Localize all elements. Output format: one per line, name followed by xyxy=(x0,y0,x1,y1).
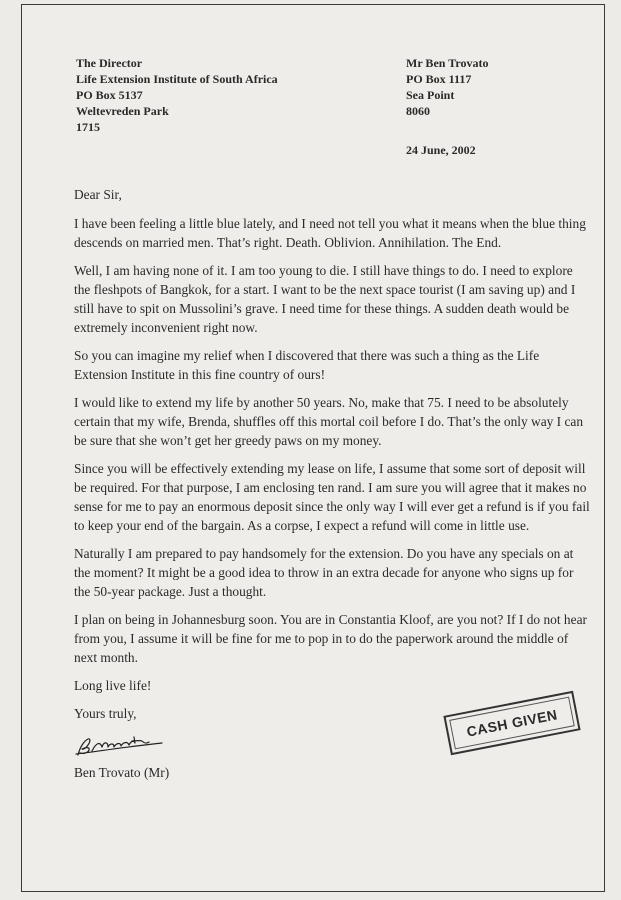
paragraph: Well, I am having none of it. I am too young to die. I still have things to do. I need to explore the fleshpots of Bangkok, for a start. I want to be the next space tourist (I am saving up) and I still have to spit on Mussolini’s grave. I need time for these things. A sudden death would be extremely inconvenient right now. xyxy=(74,263,576,335)
recipient-line: Life Extension Institute of South Africa xyxy=(76,72,278,86)
paragraph: I plan on being in Johannesburg soon. You are in Constantia Kloof, are you not? If I do not hear from you, I assume it will be fine for me to pop in to do the paperwork around the middle of next month. xyxy=(74,612,587,665)
recipient-address xyxy=(76,55,278,135)
letter-date: 24 June, 2002 xyxy=(406,143,476,157)
recipient-line: Weltevreden Park xyxy=(76,104,169,118)
signed-name: Ben Trovato (Mr) xyxy=(74,765,170,780)
paragraph: Naturally I am prepared to pay handsomely for the extension. Do you have any specials on at the moment? It might be a good idea to throw in an extra decade for anyone who signs up for the 50-year package. Just a thought. xyxy=(74,546,574,599)
sender-line: 8060 xyxy=(406,104,430,118)
paragraph: I have been feeling a little blue lately, and I need not tell you what it means when the blue thing descends on married men. That’s right. Death. Oblivion. Annihilation. The End. xyxy=(74,216,586,250)
sender-line: Mr Ben Trovato xyxy=(406,56,489,70)
sender-address xyxy=(406,55,488,119)
sender-line: PO Box 1117 xyxy=(406,72,472,86)
paragraph: I would like to extend my life by another 50 years. No, make that 75. I need to be absolutely certain that my wife, Brenda, shuffles off this mortal coil before I do. That’s the only way I can be sure that she won’t get her greedy paws on my money. xyxy=(74,395,584,448)
salutation: Dear Sir, xyxy=(74,187,122,202)
letter-page xyxy=(21,4,605,892)
recipient-line: The Director xyxy=(76,56,143,70)
handwritten-signature xyxy=(74,733,166,759)
sender-line: Sea Point xyxy=(406,88,455,102)
letter-body xyxy=(74,185,590,732)
stamp-text: CASH GIVEN xyxy=(465,706,559,740)
paragraph: Since you will be effectively extending my lease on life, I assume that some sort of deposit will be required. For that purpose, I am enclosing ten rand. I am sure you will agree that it makes no sense for me to pay an enormous deposit since the only way I will ever get a refund is if you fail to keep your end of the bargain. As a corpse, I expect a refund will come in little use. xyxy=(74,461,590,533)
closing-line: Long live life! xyxy=(74,678,152,693)
closing-line: Yours truly, xyxy=(74,706,137,721)
paragraph: So you can imagine my relief when I discovered that there was such a thing as the Life Extension Institute in this fine country of ours! xyxy=(74,348,540,382)
recipient-line: 1715 xyxy=(76,120,100,134)
recipient-line: PO Box 5137 xyxy=(76,88,143,102)
